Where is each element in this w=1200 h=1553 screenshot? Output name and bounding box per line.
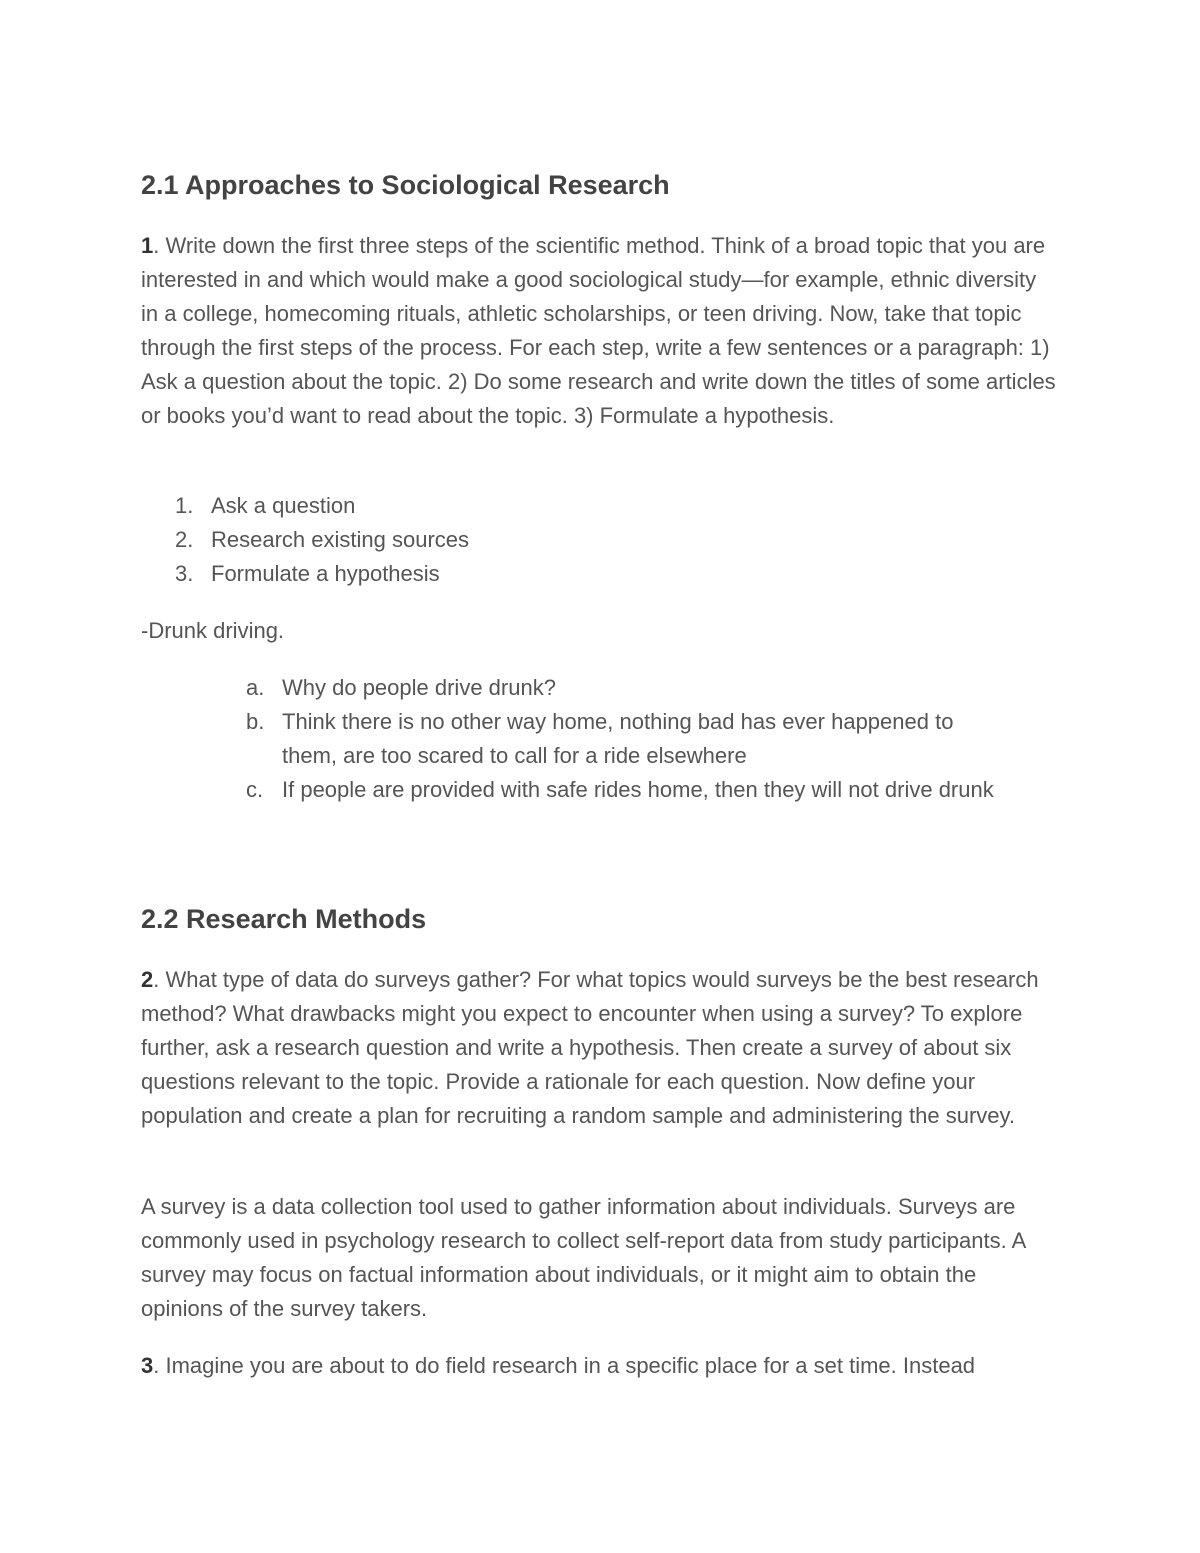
section-heading-2-1: 2.1 Approaches to Sociological Research: [141, 170, 670, 200]
list-item: a. Why do people drive drunk?: [246, 675, 556, 700]
list-item: 2. Research existing sources: [175, 527, 470, 552]
method-steps-list: [141, 489, 1059, 591]
list-item: b. Think there is no other way home, nothing bad has ever happened to them, are too scared to call for a ride elsewhere: [246, 709, 954, 768]
answer-2: A survey is a data collection tool used to gather information about individuals. Surveys are commonly used in psychology research to collect self-report data from study participants. A survey may focus on factual information about individuals, or it might aim to obtain the opinions of the survey takers.: [141, 1194, 1026, 1321]
question-3: [141, 1349, 1059, 1383]
list-item: 3. Formulate a hypothesis: [175, 561, 440, 586]
question-2: [141, 963, 1059, 1133]
question-number: 3: [141, 1353, 154, 1378]
topic-line: -Drunk driving.: [141, 618, 285, 643]
question-text: . Imagine you are about to do field research in a specific place for a set time. Instead: [153, 1353, 976, 1378]
question-number: 1: [141, 233, 154, 258]
list-item: 1. Ask a question: [175, 493, 356, 518]
question-text: . What type of data do surveys gather? For what topics would surveys be the best research method? What drawbacks might you expect to encounter when using a survey? To explore further, ask a research question and write a hypothesis. Then create a survey of about six questions relevant to the topic. Provide a rationale for each question. Now define your population and create a plan for recruiting a random sample and administering the survey.: [141, 967, 1039, 1128]
question-number: 2: [141, 967, 154, 992]
answers-list: [141, 671, 1059, 807]
question-text: . Write down the first three steps of the scientific method. Think of a broad topic that you are interested in and which would make a good sociological study—for example, ethnic diversity in a college, homecoming rituals, athletic scholarships, or teen driving. Now, take that topic through the first steps of the process. For each step, write a few sentences or a paragraph: 1) Ask a question about the topic. 2) Do some research and write down the titles of some articles or books you’d want to read about the topic. 3) Formulate a hypothesis.: [141, 233, 1056, 428]
question-1: [141, 229, 1059, 433]
section-heading-2-2: 2.2 Research Methods: [141, 904, 427, 934]
list-item: c. If people are provided with safe rides home, then they will not drive drunk: [246, 777, 994, 802]
